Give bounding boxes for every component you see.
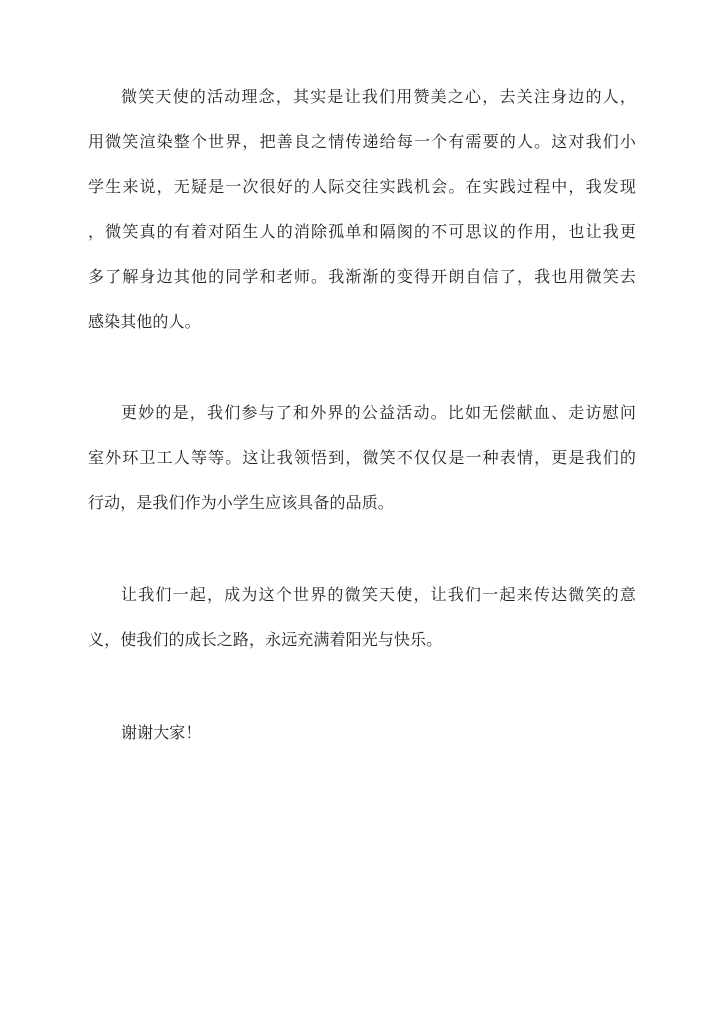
paragraph-line: 用微笑渲染整个世界，把善良之情传递给每一个有需要的人。这对我们小 [88, 132, 636, 151]
paragraph-line: 感染其他的人。 [88, 312, 201, 331]
paragraph-line: 行动，是我们作为小学生应该具备的品质。 [88, 493, 394, 512]
paragraph-line: 更妙的是，我们参与了和外界的公益活动。比如无偿献血、走访慰问 [121, 403, 636, 422]
paragraph-line: 多了解身边其他的同学和老师。我渐渐的变得开朗自信了，我也用微笑去 [88, 267, 636, 286]
closing-line: 谢谢大家！ [121, 723, 202, 742]
paragraph-line: 学生来说，无疑是一次很好的人际交往实践机会。在实践过程中，我发现 [88, 177, 636, 196]
paragraph-line: 室外环卫工人等等。这让我领悟到，微笑不仅仅是一种表情，更是我们的 [88, 448, 636, 467]
paragraph-line: 让我们一起，成为这个世界的微笑天使，让我们一起来传达微笑的意 [121, 585, 636, 604]
paragraph-line: 义，使我们的成长之路，永远充满着阳光与快乐。 [88, 630, 443, 649]
paragraph-line: 微笑天使的活动理念，其实是让我们用赞美之心，去关注身边的人， [121, 87, 636, 106]
paragraph-line: ，微笑真的有着对陌生人的消除孤单和隔阂的不可思议的作用，也让我更 [88, 222, 636, 241]
